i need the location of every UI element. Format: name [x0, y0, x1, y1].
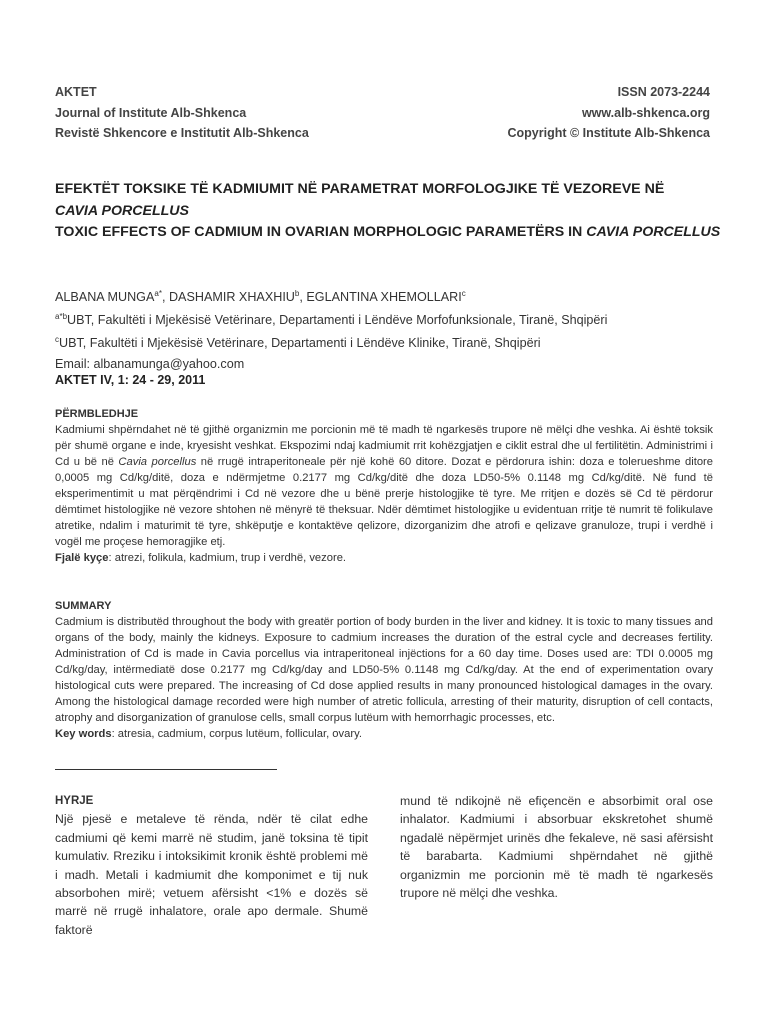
intro-text-left: Një pjesë e metaleve të rënda, ndër të cilat edhe cadmiumi që kemi marrë në studim, janë toksina të tipit kumulativ. Rreziku i intoksikimit kronik është problemi më i madh. Metali i kadmiumit dhe komponimet e tij nuk absorbohen mirë; vetuem afërsisht <1% e dozës së marrë në rrugë inhalatore, orale apo dermale. Shumë faktorë	[55, 812, 368, 937]
author-email: Email: albanamunga@yahoo.com	[55, 356, 245, 371]
authors-block	[55, 284, 735, 374]
body-column-left	[55, 792, 368, 939]
issn: ISSN 2073-2244	[617, 85, 710, 99]
intro-text-right: mund të ndikojnë në efiçencën e absorbimit oral ose inhalator. Kadmiumi i absorbuar ekskretohet shumë ngadalë nëpërmjet urinës dhe fekaleve, në sasi afërsisht të barabarta. Kadmiumi shpërndahet në gjithë organizmin me porcionin më të madh të ngarkesës trupore në mëlçi dhe veshka.	[400, 794, 713, 901]
abstract-en-heading: SUMMARY	[55, 600, 112, 612]
journal-subtitle: Journal of Institute Alb-Shkenca	[55, 105, 247, 120]
abstract-albanian	[55, 406, 713, 566]
journal-subtitle-sq: Revistë Shkencore e Institutit Alb-Shkenca	[55, 126, 309, 140]
keywords-en: Key words: atresia, cadmium, corpus lutëum, follicular, ovary.	[55, 728, 362, 741]
title-english: TOXIC EFFECTS OF CADMIUM IN OVARIAN MORPHOLOGIC PARAMETËRS IN CAVIA PORCELLUS	[55, 224, 721, 240]
abstract-english	[55, 598, 713, 742]
abstract-sq-text: Kadmiumi shpërndahet në të gjithë organizmin me porcionin më të madh të ngarkesës trupore në mëlçi dhe veshka. Ai është toksik për shumë organe e inde, kryesisht veshkat. Ekspozimi ndaj kadmiumit rrit kohëzgjatjen e ciklit estral dhe ul fertilitëtin. Administrimi i Cd u bë në Cavia porcellus në rrugë intraperitoneale për një kohë 60 ditore. Dozat e përdorura ishin: doza e tolerueshme ditore 0,0005 mg Cd/kg/ditë, doza e ndërmjetme 0.2177 mg Cd/kg/ditë dhe doza LD50-5% 0.1148 mg Cd/kg/ditë. Në fund të eksperimentimit u mat përqëndrimi i Cd në vezore dhe u bënë prerje histologjike të tyre. Me rritjen e dozës së Cd të përdorur dëmtimet histologjike në vezore shtohen në mënyrë të theksuar. Ndër dëmtimet histologjike u evidentuan rritje të numrit të folikulave atretike, ndalim i maturimit të tyre, shkëputje e kontaktëve qelizore, dizorganizim dhe atrofi e qelizave granuloze, trupi i verdhë i vogël me proçese hemoragjike etj.	[55, 424, 713, 549]
keywords-sq: Fjalë kyçe: atrezi, folikula, kadmium, trup i verdhë, vezore.	[55, 552, 347, 565]
citation: AKTET IV, 1: 24 - 29, 2011	[55, 373, 206, 387]
abstract-en-text: Cadmium is distributëd throughout the body with greatër portion of body burden in the liver and kidney. It is toxic to many tissues and organs of the body, mainly the kidneys. Exposure to cadmium increases the duration of the estral cycle and decreases fertility. Administration of Cd is made in Cavia porcellus via intraperitoneal injëctions for a 60 day time. Doses used are: TDI 0.0005 mg Cd/kg/day, intërmediatë dose 0.2177 mg Cd/kg/day and LD50-5% 0.1148 mg Cd/kg/day. At the end of experimentation ovary histological cuts were prepared. The increasing of Cd dose applied results in many pronounced histological damages in the ovary. Among the histological damage recorded were high number of atretic follicula, arresting of their maturity, disruption of cell contacts, atrophy and disorganization of granulose cells, small corpus lutëum with hemorrhagic processes, etc.	[55, 616, 713, 725]
intro-heading: HYRJE	[55, 795, 94, 807]
journal-header-right	[507, 82, 710, 144]
journal-header-left	[55, 82, 309, 144]
paper-title	[55, 179, 725, 244]
abstract-sq-heading: PËRMBLEDHJE	[55, 408, 139, 420]
title-albanian: EFEKTËT TOKSIKE TË KADMIUMIT NË PARAMETRAT MORFOLOGJIKE TË VEZOREVE NË CAVIA PORCELLUS	[55, 181, 665, 219]
affiliation-1: $^{a*b}$UBT, Fakultëti i Mjekësisë Vetërinare, Departamenti i Lëndëve Morfofunksionale, Tiranë, Shqipëri	[55, 312, 608, 328]
section-divider	[55, 769, 277, 770]
body-column-right	[400, 792, 713, 902]
author-list: ALBANA $MUNGA^{a*}$, DASHAMIR XHAXHIU$^b$, EGLANTINA XHEMOLLARI$^c$	[55, 289, 466, 305]
journal-name: AKTET	[55, 85, 97, 99]
copyright: Copyright © Institute Alb-Shkenca	[507, 126, 710, 140]
journal-website: www.alb-shkenca.org	[581, 105, 710, 120]
affiliation-2: $^c$UBT, Fakultëti i Mjekësisë Vetërinare, Departamenti i Lëndëve Klinike, Tiranë, Shqipëri	[55, 335, 541, 351]
